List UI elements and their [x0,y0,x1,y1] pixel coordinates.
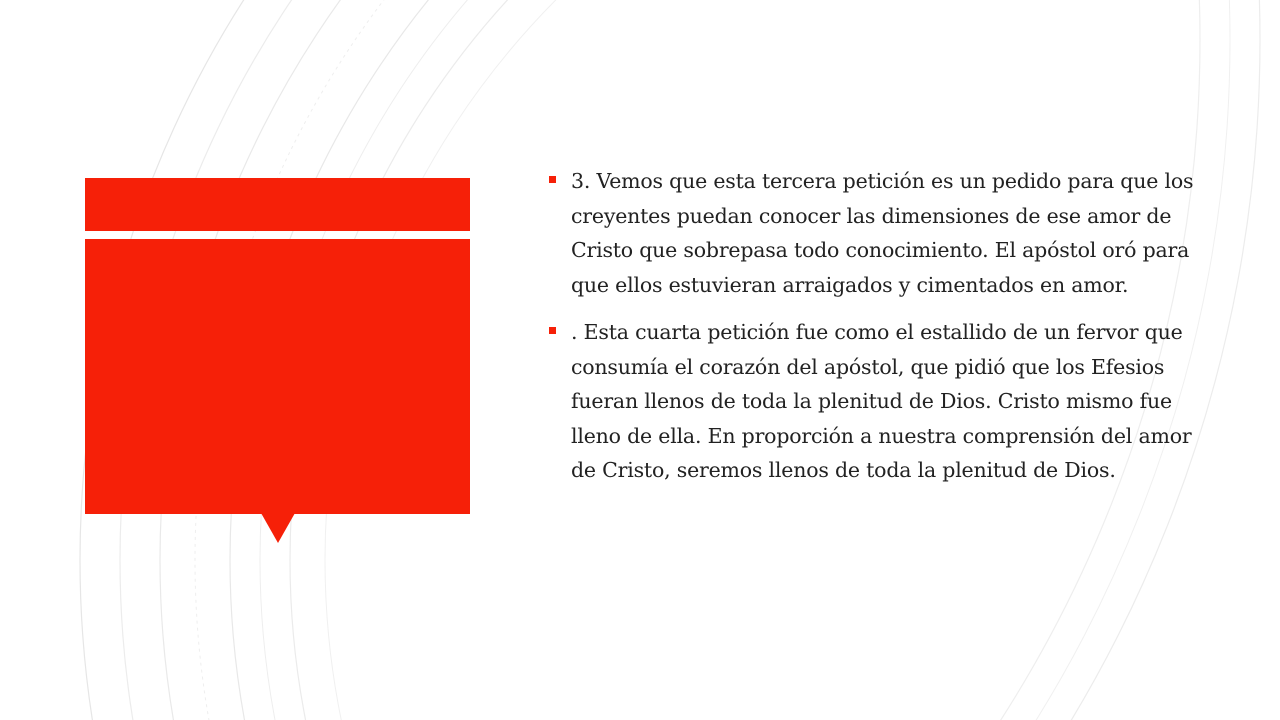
square-bullet-icon [549,327,556,334]
list-item [547,315,1197,488]
bullet-list [547,164,1197,501]
red-accent-strip [85,178,470,231]
list-item [547,164,1197,302]
red-callout-box [85,239,470,514]
bullet-text: 3. Vemos que esta tercera petición es un pedido para que los creyentes puedan conocer las dimensiones de ese amor de Cristo que sobrepasa todo conocimiento. El apóstol oró para que ellos estuvieran arraigados y cimentados en amor. [571,169,1194,297]
bullet-text: . Esta cuarta petición fue como el estallido de un fervor que consumía el corazón del apóstol, que pidió que los Efesios fueran llenos de toda la plenitud de Dios. Cristo mismo fue lleno de ella. En proporción a nuestra comprensión del amor de Cristo, seremos llenos de toda la plenitud de Dios. [571,320,1192,482]
square-bullet-icon [549,176,556,183]
callout-pointer [261,513,295,543]
